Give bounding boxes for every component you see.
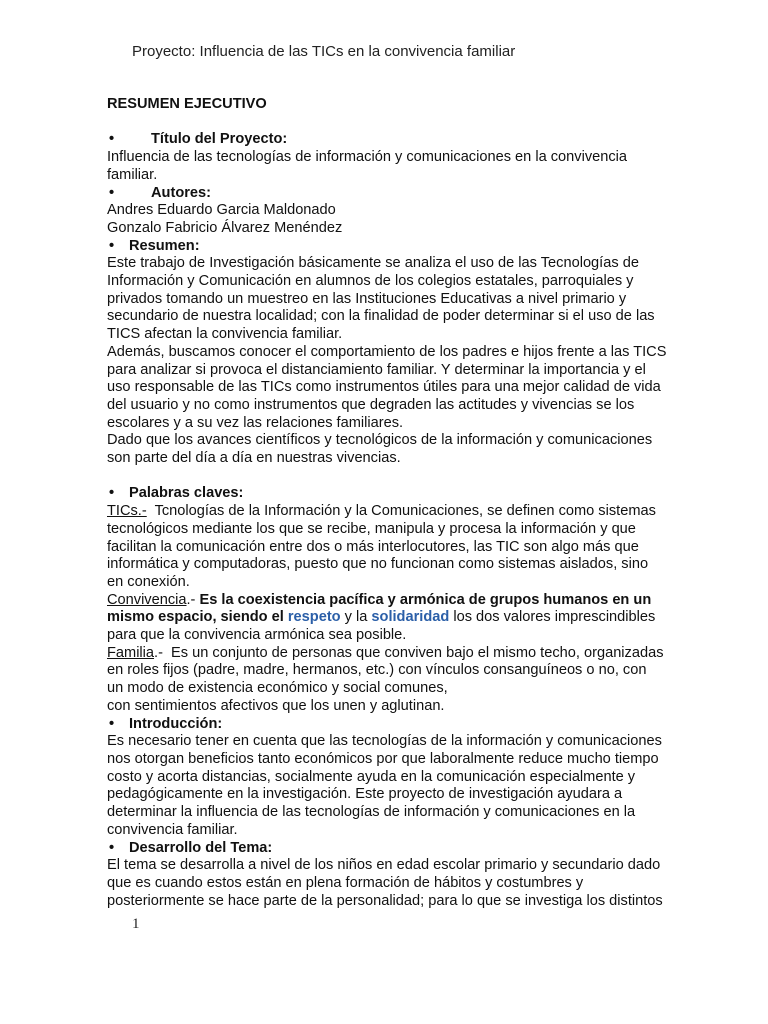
introduction-label: Introducción:: [129, 715, 223, 732]
abstract-line: del usuario y no como instrumentos que degraden las actitudes y vivencias se los: [107, 396, 635, 413]
development-line: El tema se desarrolla a nivel de los niños en edad escolar primario y secundario dado: [107, 857, 661, 874]
bullet-icon: •: [109, 485, 115, 502]
keyword-definition: Tcnologías de la Información y la Comunicaciones, se definen como sistemas: [146, 503, 656, 520]
keyword-definition-line: en roles fijos (padre, madre, hermanos, etc.) con vínculos consanguíneos o no, con: [107, 662, 647, 679]
project-title-line: Influencia de las tecnologías de información y comunicaciones en la convivencia: [107, 149, 628, 166]
section-heading: RESUMEN EJECUTIVO: [107, 96, 267, 112]
introduction-line: costo y acorta distancias, socialmente ayuda en la comunicación especialmente y: [107, 768, 636, 785]
keyword-term: Familia: [107, 644, 155, 661]
keyword-definition-line: en conexión.: [107, 573, 190, 590]
keyword-tics: [107, 503, 687, 521]
abstract-line: Además, buscamos conocer el comportamiento de los padres e hijos frente a las TICS: [107, 343, 667, 360]
abstract-line: para analizar si provoca el distanciamiento familiar. Y determinar la importancia y el: [107, 361, 646, 378]
keyword-definition-line: facilitan la comunicación entre dos o más interlocutores, las TIC son algo más que: [107, 538, 639, 555]
bullet-keywords: [107, 485, 687, 503]
development-line: posteriormente se hace parte de la personalidad; para lo que se investiga los distintos: [107, 892, 663, 909]
bullet-abstract: [107, 238, 687, 256]
development-line: que es cuando estos están en plena formación de hábitos y costumbres y: [107, 874, 584, 891]
keyword-definition-rest: los dos valores imprescindibles: [449, 609, 656, 626]
author-name: Andres Eduardo Garcia Maldonado: [107, 202, 336, 219]
author-name: Gonzalo Fabricio Álvarez Menéndez: [107, 219, 343, 236]
bullet-project-title: [107, 131, 687, 149]
project-title-label: Título del Proyecto:: [151, 131, 288, 148]
keyword-definition-line: con sentimientos afectivos que los unen y aglutinan.: [107, 697, 445, 714]
keyword-definition-bold: mismo espacio, siendo el: [107, 609, 288, 626]
abstract-line: escolares y a su vez las relaciones familiares.: [107, 414, 404, 431]
abstract-line: uso responsable de las TICs como instrumentos útiles para una mejor calidad de vida: [107, 379, 661, 396]
page-header: Proyecto: Influencia de las TICs en la convivencia familiar: [132, 43, 516, 60]
bullet-development: [107, 840, 687, 858]
abstract-line: Información y Comunicación en alumnos de los colegios estatales, parroquiales y: [107, 273, 634, 290]
keyword-respeto-link: respeto: [287, 609, 341, 626]
keyword-definition-line: tecnológicos mediante los que se recibe, manipula y procesa la información y que: [107, 520, 636, 537]
development-label: Desarrollo del Tema:: [129, 839, 273, 856]
keyword-connector: y la: [340, 609, 372, 626]
abstract-line: privados tomando un muestreo en las Instituciones Educativas a nivel primario y: [107, 290, 627, 307]
keyword-definition: .- Es un conjunto de personas que conviven bajo el mismo techo, organizadas: [154, 644, 664, 661]
abstract-label: Resumen:: [129, 237, 200, 254]
bullet-icon: •: [109, 839, 115, 856]
keyword-separator: .-: [186, 591, 200, 608]
bullet-authors: [107, 185, 687, 203]
keywords-label: Palabras claves:: [129, 485, 244, 502]
keyword-definition-line: para que la convivencia armónica sea posible.: [107, 627, 407, 644]
keyword-convivencia: [107, 592, 687, 610]
abstract-line: secundario de nuestra localidad; con la finalidad de poder determinar si el uso de las: [107, 308, 655, 325]
project-title-line: familiar.: [107, 166, 158, 183]
bullet-icon: •: [109, 237, 115, 254]
bullet-icon: •: [109, 131, 115, 148]
introduction-line: Es necesario tener en cuenta que las tecnologías de la información y comunicaciones: [107, 733, 662, 750]
bullet-icon: •: [109, 715, 115, 732]
keyword-definition-bold: Es la coexistencia pacífica y armónica de grupos humanos en un: [199, 591, 652, 608]
document-body: [107, 96, 687, 910]
keyword-definition-line: informática y computadoras, puesto que no funcionan como sistemas aislados, sino: [107, 556, 649, 573]
introduction-line: nos otorgan beneficios tanto económicos por que laboralmente reduce mucho tiempo: [107, 750, 659, 767]
authors-label: Autores:: [151, 184, 211, 201]
introduction-line: determinar la influencia de las tecnologías de información y comunicaciones en la: [107, 804, 636, 821]
abstract-line: Este trabajo de Investigación básicamente se analiza el uso de las Tecnologías de: [107, 255, 639, 272]
introduction-line: pedagógicamente en la investigación. Este proyecto de investigación ayudara a: [107, 786, 623, 803]
page-number: 1: [132, 916, 140, 932]
keyword-term: Convivencia: [107, 591, 187, 608]
bullet-introduction: [107, 716, 687, 734]
keyword-definition-line: un modo de existencia económico y social comunes,: [107, 680, 448, 697]
keyword-term: TICs.-: [107, 503, 147, 520]
keyword-familia: [107, 645, 687, 663]
abstract-line: TICS afectan la convivencia familiar.: [107, 326, 343, 343]
keyword-definition-line: [107, 609, 687, 627]
keyword-solidaridad-link: solidaridad: [371, 609, 450, 626]
introduction-line: convivencia familiar.: [107, 821, 238, 838]
abstract-line: Dado que los avances científicos y tecnológicos de la información y comunicaciones: [107, 432, 653, 449]
bullet-icon: •: [109, 184, 115, 201]
abstract-line: son parte del día a día en nuestras vivencias.: [107, 450, 401, 467]
